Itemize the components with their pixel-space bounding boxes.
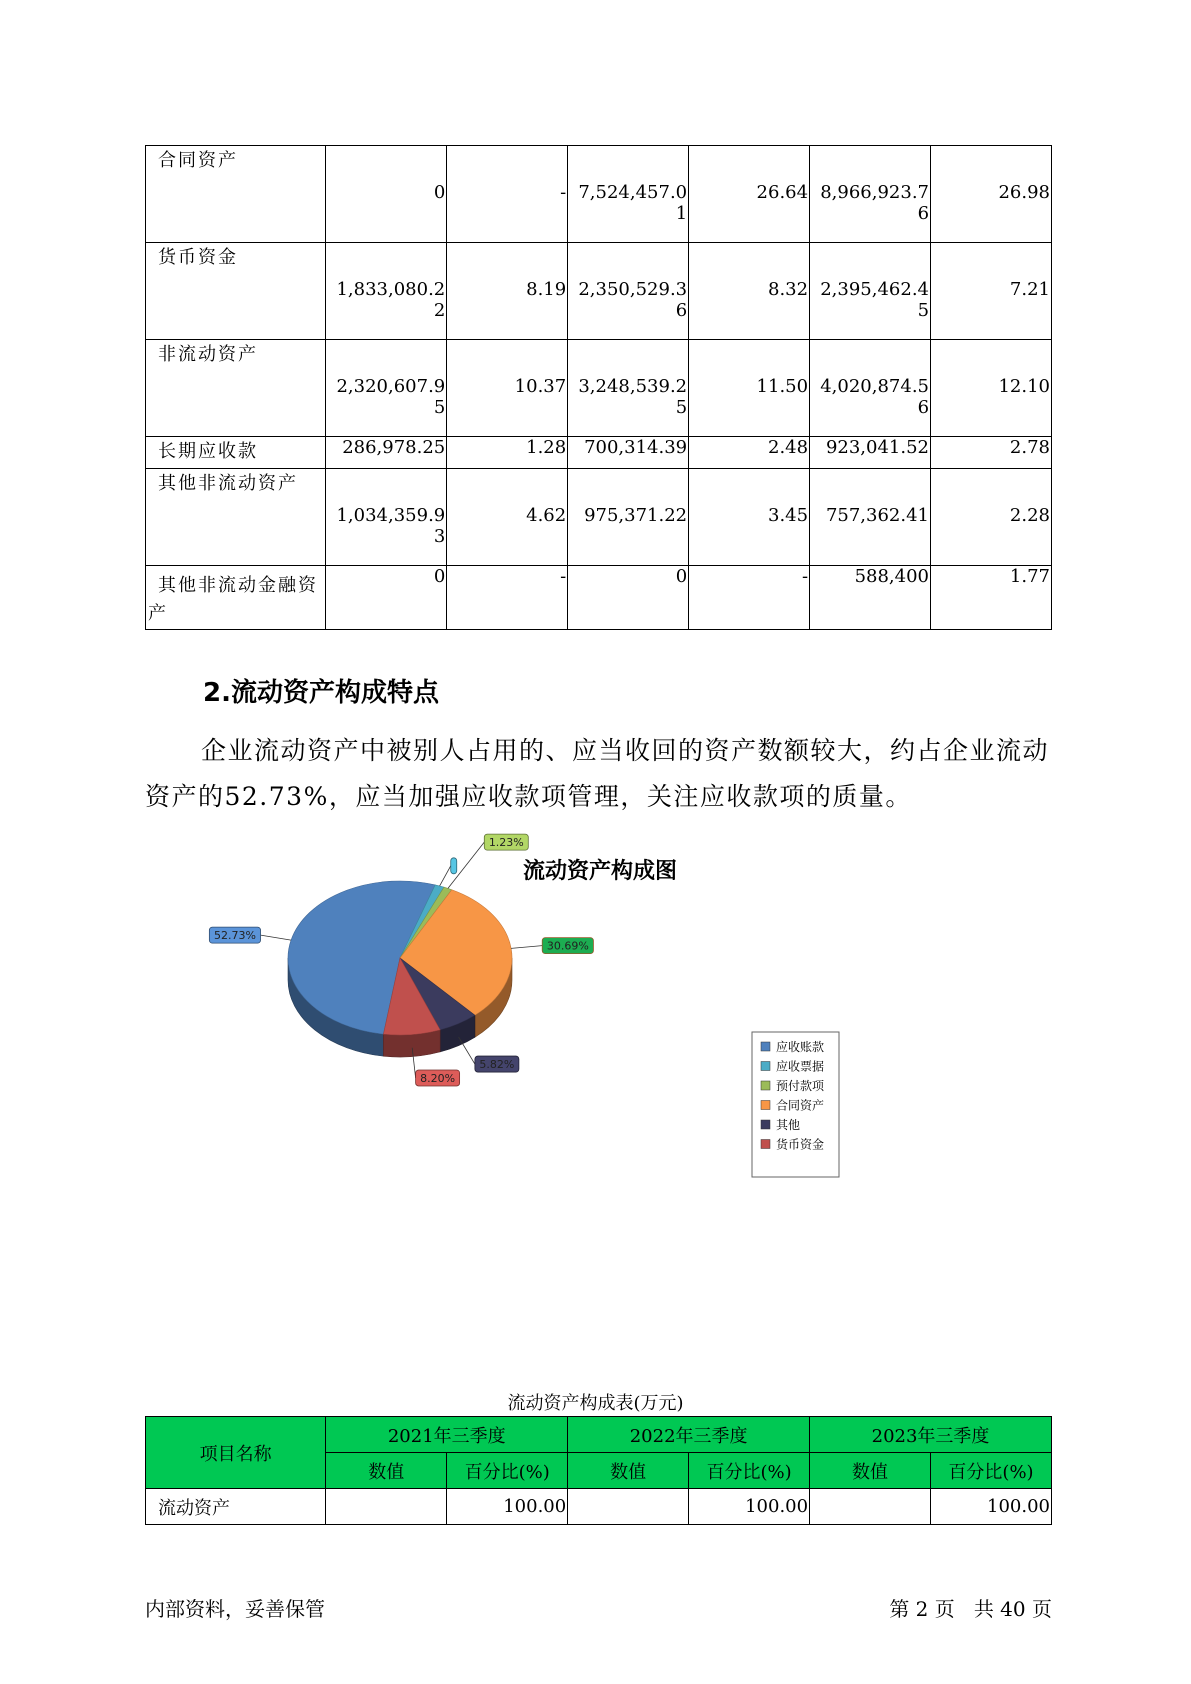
legend-swatch xyxy=(761,1062,770,1071)
cell-value-wrap: 2 xyxy=(433,300,446,321)
label-leader-line xyxy=(261,935,292,940)
header-period: 2023年三季度 xyxy=(810,1417,1052,1453)
cell-value: 975,371.22 xyxy=(584,505,688,526)
data-label: 1.23% xyxy=(488,836,524,850)
row-label: 长期应收款 xyxy=(158,441,258,462)
cell-value: 588,400 xyxy=(854,566,930,587)
section-heading: 2.流动资产构成特点 xyxy=(203,678,439,708)
cell-value: 4,020,874.5 xyxy=(820,376,930,397)
row-label: 货币资金 xyxy=(158,247,238,268)
asset-table-top xyxy=(145,145,1052,630)
header-item-name: 项目名称 xyxy=(146,1417,326,1489)
cell-value: 1,034,359.9 xyxy=(336,505,446,526)
cell-value: 757,362.41 xyxy=(825,505,930,526)
row-label: 合同资产 xyxy=(158,150,238,171)
label-leader-line xyxy=(511,946,542,949)
table-row xyxy=(146,146,1052,243)
cell-value: 2.28 xyxy=(1009,505,1050,526)
cell-value: 8.32 xyxy=(768,279,809,300)
data-label: 52.73% xyxy=(213,929,256,943)
body-paragraph xyxy=(145,728,1052,820)
cell-value: 0 xyxy=(433,566,446,587)
legend-label: 合同资产 xyxy=(776,1098,825,1113)
cell-value: 0 xyxy=(675,566,688,587)
legend-swatch xyxy=(761,1042,770,1051)
cell-value: 8,966,923.7 xyxy=(820,182,930,203)
data-label: 5.82% xyxy=(479,1058,515,1072)
cell-value: - xyxy=(560,566,567,587)
cell-value: 2,395,462.4 xyxy=(820,279,930,300)
row-label: 其他非流动金融资 xyxy=(158,575,318,596)
chart-legend xyxy=(752,1032,839,1177)
table-row xyxy=(146,243,1052,340)
row-label-wrap: 产 xyxy=(148,603,168,624)
legend-label: 应收票据 xyxy=(776,1059,825,1074)
cell-value: 2.78 xyxy=(1009,437,1050,458)
cell-value: 4.62 xyxy=(526,505,567,526)
page-number: 第 2 页 共 40 页 xyxy=(889,1597,1052,1621)
cell-value xyxy=(810,1489,931,1525)
header-percent: 百分比(%) xyxy=(931,1453,1052,1489)
cell-value xyxy=(568,1489,689,1525)
cell-value-wrap: 6 xyxy=(675,300,688,321)
paragraph-text: 企业流动资产中被别人占用的、应当收回的资产数额较大，约占企业流动资产的52.73%，应当加强应收款项管理，关注应收款项的质量。 xyxy=(145,736,1050,811)
cell-value: 1.28 xyxy=(526,437,567,458)
cell-value: 3.45 xyxy=(768,505,809,526)
cell-value: 3,248,539.2 xyxy=(578,376,688,397)
cell-value: 0 xyxy=(433,182,446,203)
cell-value-wrap: 3 xyxy=(433,526,446,547)
pie-chart xyxy=(200,836,900,1190)
legend-swatch xyxy=(761,1120,770,1129)
row-label: 非流动资产 xyxy=(158,344,258,365)
cell-value: 286,978.25 xyxy=(342,437,446,458)
header-value: 数值 xyxy=(810,1453,931,1489)
cell-value: 700,314.39 xyxy=(584,437,688,458)
header-period: 2022年三季度 xyxy=(568,1417,810,1453)
cell-value: 26.98 xyxy=(998,182,1050,203)
cell-value-wrap: 1 xyxy=(675,203,688,224)
chart-title: 流动资产构成图 xyxy=(522,859,678,884)
cell-value-wrap: 5 xyxy=(675,397,688,418)
table-row xyxy=(146,437,1052,469)
cell-value: 1.77 xyxy=(1009,566,1050,587)
cell-percent: 100.00 xyxy=(689,1489,810,1525)
data-label: 8.20% xyxy=(420,1071,456,1085)
cell-value: 2.48 xyxy=(768,437,809,458)
cell-percent: 100.00 xyxy=(447,1489,568,1525)
header-percent: 百分比(%) xyxy=(447,1453,568,1489)
table-row xyxy=(146,469,1052,566)
cell-value: 10.37 xyxy=(514,376,567,397)
cell-value: 11.50 xyxy=(756,376,809,397)
cell-value: 7.21 xyxy=(1009,279,1050,300)
table-caption: 流动资产构成表(万元) xyxy=(507,1393,684,1414)
table-row xyxy=(146,1489,1052,1525)
table-row xyxy=(146,566,1052,630)
cell-value: - xyxy=(560,182,567,203)
cell-value-wrap: 6 xyxy=(917,397,930,418)
asset-composition-table xyxy=(145,1416,1052,1525)
legend-label: 其他 xyxy=(776,1118,801,1132)
cell-value: 26.64 xyxy=(756,182,809,203)
footer-note: 内部资料，妥善保管 xyxy=(145,1597,325,1621)
table-row xyxy=(146,340,1052,437)
label-leader-line xyxy=(440,866,451,886)
cell-value: 2,320,607.9 xyxy=(336,376,446,397)
cell-value-wrap: 5 xyxy=(917,300,930,321)
cell-value: 1,833,080.2 xyxy=(336,279,446,300)
cell-value-wrap: 6 xyxy=(917,203,930,224)
cell-value: - xyxy=(801,566,809,587)
header-value: 数值 xyxy=(568,1453,689,1489)
cell-value: 923,041.52 xyxy=(825,437,930,458)
legend-label: 预付款项 xyxy=(776,1079,825,1093)
header-percent: 百分比(%) xyxy=(689,1453,810,1489)
table-header-row xyxy=(146,1417,1052,1453)
legend-swatch xyxy=(761,1101,770,1110)
cell-value: 7,524,457.0 xyxy=(578,182,688,203)
data-label: 30.69% xyxy=(546,939,589,953)
legend-swatch xyxy=(761,1081,770,1090)
row-label: 其他非流动资产 xyxy=(158,473,298,494)
pie-slices xyxy=(288,881,512,1035)
row-label: 流动资产 xyxy=(146,1489,326,1525)
cell-value-wrap: 5 xyxy=(433,397,446,418)
header-value: 数值 xyxy=(326,1453,447,1489)
header-period: 2021年三季度 xyxy=(326,1417,568,1453)
legend-swatch xyxy=(761,1140,770,1149)
cell-value: 12.10 xyxy=(998,376,1050,397)
cell-percent: 100.00 xyxy=(931,1489,1052,1525)
legend-label: 应收账款 xyxy=(776,1040,825,1054)
cell-value xyxy=(326,1489,447,1525)
cell-value: 2,350,529.3 xyxy=(578,279,688,300)
legend-label: 货币资金 xyxy=(776,1137,825,1152)
data-label-box xyxy=(451,858,457,874)
cell-value: 8.19 xyxy=(526,279,567,300)
